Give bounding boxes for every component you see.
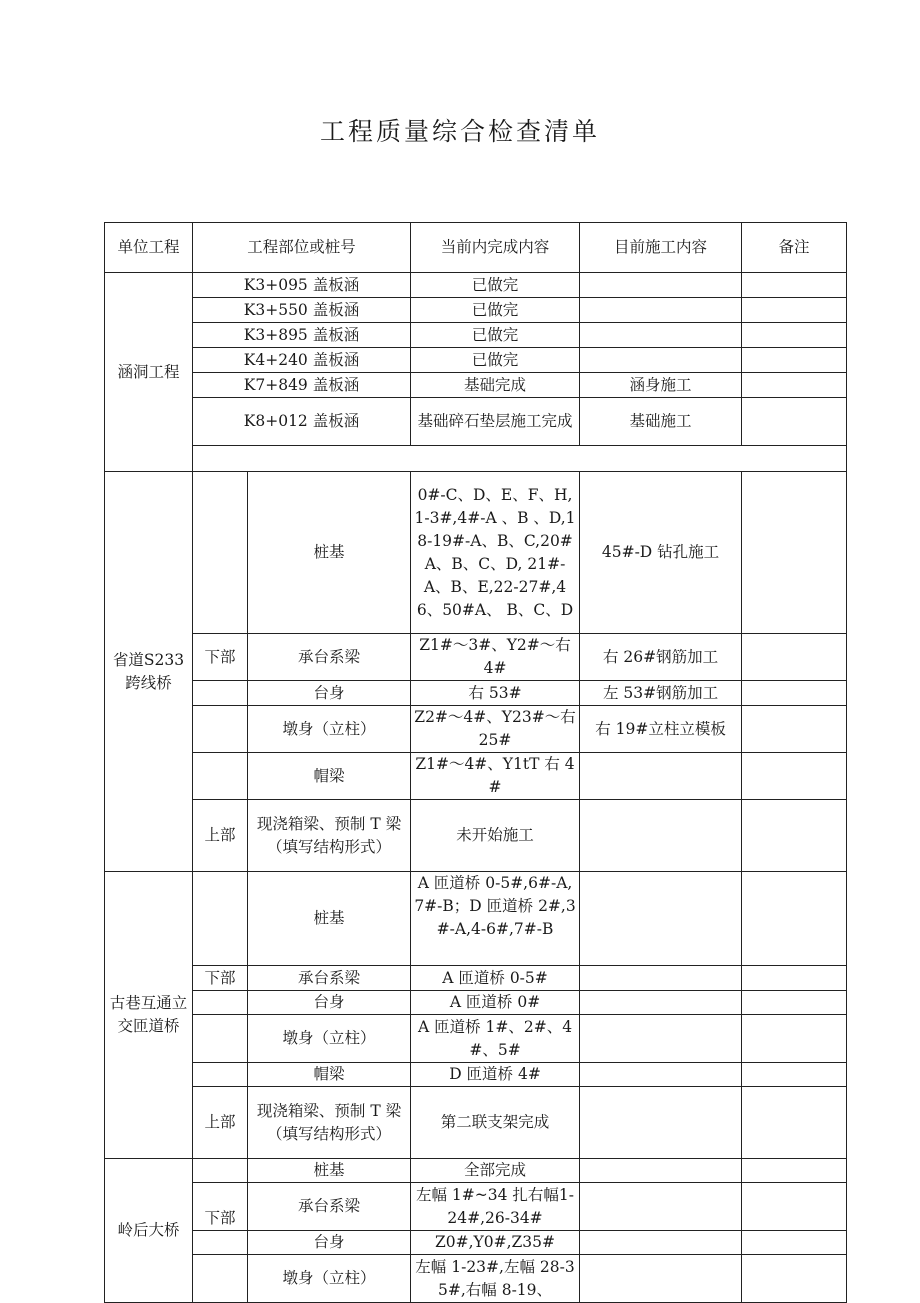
table-row xyxy=(105,323,847,348)
remarks-cell xyxy=(742,373,847,398)
part-cell: 承台系梁 xyxy=(248,966,411,991)
part-cell: 现浇箱梁、预制 T 梁（填写结构形式） xyxy=(248,800,411,872)
category-cell xyxy=(193,1159,248,1183)
completed-cell: 已做完 xyxy=(411,323,580,348)
table-row-blank xyxy=(105,446,847,472)
table-row xyxy=(105,1231,847,1255)
remarks-cell xyxy=(742,753,847,800)
current-cell xyxy=(580,1231,742,1255)
remarks-cell xyxy=(742,1159,847,1183)
remarks-cell xyxy=(742,634,847,681)
current-cell: 45#-D 钻孔施工 xyxy=(580,472,742,634)
category-lower: 下部 xyxy=(193,1183,248,1231)
remarks-cell xyxy=(742,1255,847,1303)
remarks-cell xyxy=(742,1183,847,1231)
remarks-cell xyxy=(742,1015,847,1063)
table-row xyxy=(105,1255,847,1303)
table-row xyxy=(105,1159,847,1183)
table-row xyxy=(105,991,847,1015)
completed-cell: A 匝道桥 0-5# xyxy=(411,966,580,991)
completed-cell: 未开始施工 xyxy=(411,800,580,872)
completed-cell: 全部完成 xyxy=(411,1159,580,1183)
completed-cell: A 匝道桥 1#、2#、4#、5# xyxy=(411,1015,580,1063)
category-cell xyxy=(193,706,248,753)
table-row xyxy=(105,800,847,872)
table-row xyxy=(105,706,847,753)
completed-cell: D 匝道桥 4# xyxy=(411,1063,580,1087)
current-cell xyxy=(580,872,742,966)
location-cell: K3+895 盖板涵 xyxy=(193,323,411,348)
remarks-cell xyxy=(742,323,847,348)
category-cell xyxy=(193,681,248,706)
table-row xyxy=(105,634,847,681)
current-cell xyxy=(580,966,742,991)
completed-cell: 右 53# xyxy=(411,681,580,706)
completed-cell: 已做完 xyxy=(411,273,580,298)
location-cell: K3+550 盖板涵 xyxy=(193,298,411,323)
completed-cell: 已做完 xyxy=(411,298,580,323)
part-cell: 台身 xyxy=(248,1231,411,1255)
remarks-cell xyxy=(742,273,847,298)
page-title: 工程质量综合检查清单 xyxy=(319,117,600,146)
remarks-cell xyxy=(742,348,847,373)
remarks-cell xyxy=(742,1087,847,1159)
location-cell: K4+240 盖板涵 xyxy=(193,348,411,373)
location-cell: K7+849 盖板涵 xyxy=(193,373,411,398)
completed-cell: A 匝道桥 0# xyxy=(411,991,580,1015)
part-cell: 墩身（立柱） xyxy=(248,1015,411,1063)
completed-cell: 0#-C、D、E、F、H,1-3#,4#-A 、B 、D,18-19#-A、B、C,20#A、B、C、D, 21#-A、B、E,22-27#,46、50#A、 B、C、D xyxy=(411,472,580,634)
current-cell: 基础施工 xyxy=(580,398,742,446)
completed-cell: 已做完 xyxy=(411,348,580,373)
current-cell xyxy=(580,1087,742,1159)
remarks-cell xyxy=(742,966,847,991)
current-cell: 右 26#钢筋加工 xyxy=(580,634,742,681)
current-cell xyxy=(580,323,742,348)
current-cell xyxy=(580,1063,742,1087)
table-row xyxy=(105,472,847,634)
table-row xyxy=(105,1015,847,1063)
completed-cell: Z1#～4#、Y1tT 右 4# xyxy=(411,753,580,800)
header-row xyxy=(105,223,847,273)
table-row xyxy=(105,298,847,323)
completed-cell: 左幅 1-23#,左幅 28-35#,右幅 8-19、 xyxy=(411,1255,580,1303)
part-cell: 墩身（立柱） xyxy=(248,706,411,753)
unit-s233-bridge: 省道S233 跨线桥 xyxy=(105,472,193,872)
completed-cell: Z0#,Y0#,Z35# xyxy=(411,1231,580,1255)
part-cell: 墩身（立柱） xyxy=(248,1255,411,1303)
category-lower: 下部 xyxy=(193,966,248,991)
current-cell: 左 53#钢筋加工 xyxy=(580,681,742,706)
category-upper: 上部 xyxy=(193,1087,248,1159)
part-cell: 承台系梁 xyxy=(248,1183,411,1231)
remarks-cell xyxy=(742,398,847,446)
part-cell: 承台系梁 xyxy=(248,634,411,681)
remarks-cell xyxy=(742,472,847,634)
table-row xyxy=(105,1087,847,1159)
blank-cell xyxy=(193,446,847,472)
current-cell xyxy=(580,348,742,373)
current-cell xyxy=(580,753,742,800)
part-cell: 帽梁 xyxy=(248,753,411,800)
header-location: 工程部位或桩号 xyxy=(193,223,411,273)
part-cell: 帽梁 xyxy=(248,1063,411,1087)
current-cell xyxy=(580,1183,742,1231)
remarks-cell xyxy=(742,681,847,706)
inspection-table xyxy=(104,222,847,1303)
header-remarks: 备注 xyxy=(742,223,847,273)
header-unit: 单位工程 xyxy=(105,223,193,273)
current-cell xyxy=(580,1159,742,1183)
part-cell: 现浇箱梁、预制 T 梁（填写结构形式） xyxy=(248,1087,411,1159)
part-cell: 桩基 xyxy=(248,1159,411,1183)
remarks-cell xyxy=(742,800,847,872)
remarks-cell xyxy=(742,1063,847,1087)
table-row xyxy=(105,1183,847,1231)
current-cell: 右 19#立柱立模板 xyxy=(580,706,742,753)
unit-culvert: 涵洞工程 xyxy=(105,273,193,472)
table-row xyxy=(105,273,847,298)
part-cell: 台身 xyxy=(248,681,411,706)
remarks-cell xyxy=(742,872,847,966)
current-cell xyxy=(580,800,742,872)
header-current: 目前施工内容 xyxy=(580,223,742,273)
category-cell xyxy=(193,991,248,1015)
remarks-cell xyxy=(742,706,847,753)
completed-cell: A 匝道桥 0-5#,6#-A,7#-B；D 匝道桥 2#,3#-A,4-6#,7#-B xyxy=(411,872,580,966)
current-cell xyxy=(580,1255,742,1303)
category-cell xyxy=(193,1255,248,1303)
current-cell xyxy=(580,298,742,323)
completed-cell: 基础碎石垫层施工完成 xyxy=(411,398,580,446)
completed-cell: Z2#～4#、Y23#～右25# xyxy=(411,706,580,753)
current-cell xyxy=(580,991,742,1015)
current-cell xyxy=(580,1015,742,1063)
table-row xyxy=(105,373,847,398)
completed-cell: Z1#～3#、Y2#～右 4# xyxy=(411,634,580,681)
part-cell: 桩基 xyxy=(248,872,411,966)
category-cell xyxy=(193,753,248,800)
remarks-cell xyxy=(742,298,847,323)
current-cell: 涵身施工 xyxy=(580,373,742,398)
category-lower: 下部 xyxy=(193,634,248,681)
category-cell xyxy=(193,872,248,966)
table-row xyxy=(105,398,847,446)
part-cell: 桩基 xyxy=(248,472,411,634)
unit-guxiang-bridge: 古巷互通立交匝道桥 xyxy=(105,872,193,1159)
current-cell xyxy=(580,273,742,298)
location-cell: K8+012 盖板涵 xyxy=(193,398,411,446)
unit-linghou-bridge: 岭后大桥 xyxy=(105,1159,193,1303)
table-row xyxy=(105,348,847,373)
category-cell xyxy=(193,1063,248,1087)
completed-cell: 第二联支架完成 xyxy=(411,1087,580,1159)
category-cell xyxy=(193,472,248,634)
table-row xyxy=(105,753,847,800)
table-row xyxy=(105,1063,847,1087)
completed-cell: 基础完成 xyxy=(411,373,580,398)
location-cell: K3+095 盖板涵 xyxy=(193,273,411,298)
completed-cell: 左幅 1#~34 扎右幅1-24#,26-34# xyxy=(411,1183,580,1231)
category-upper: 上部 xyxy=(193,800,248,872)
remarks-cell xyxy=(742,1231,847,1255)
table-row xyxy=(105,681,847,706)
category-cell xyxy=(193,1015,248,1063)
remarks-cell xyxy=(742,991,847,1015)
category-cell xyxy=(193,1231,248,1255)
table-row xyxy=(105,966,847,991)
header-completed: 当前内完成内容 xyxy=(411,223,580,273)
table-row xyxy=(105,872,847,966)
part-cell: 台身 xyxy=(248,991,411,1015)
